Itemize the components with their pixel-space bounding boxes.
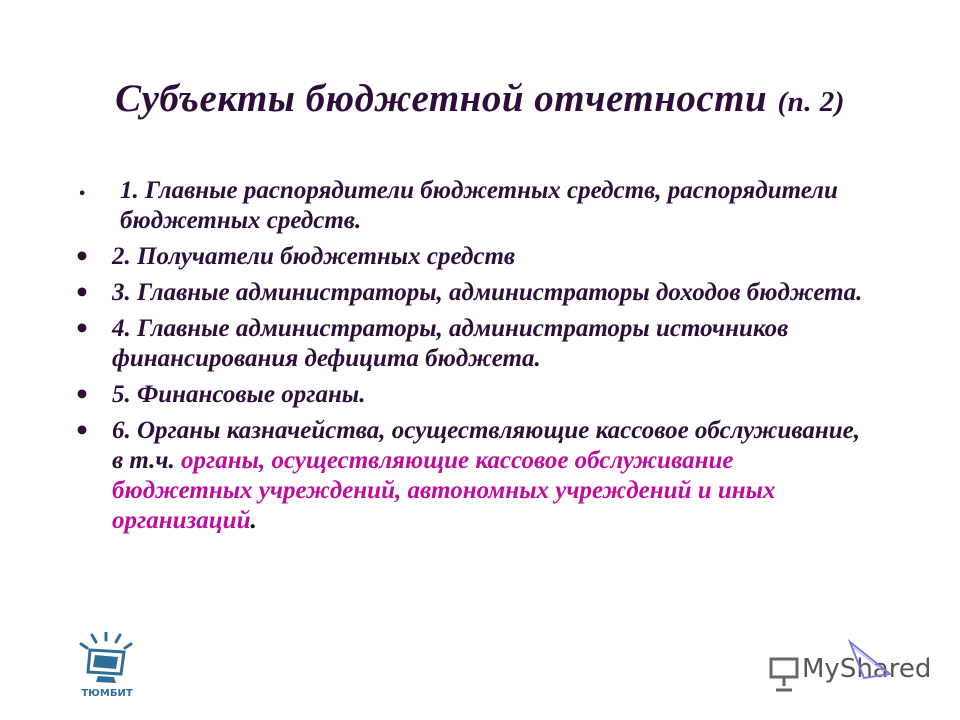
bullet-icon: • [74,380,90,409]
myshared-logo-text: MyShared [802,654,932,684]
tyumbit-logo [72,632,142,698]
list-item-text: 4. Главные администраторы, администраторы источников финансирования дефицита бюджета. [112,315,789,372]
list-item [70,314,870,374]
bullet-icon: • [74,242,90,271]
triangle-icon [844,638,894,694]
list-item-text: 5. Финансовые органы. [112,381,366,408]
bullet-icon: • [74,416,90,445]
bullet-icon: • [74,314,90,343]
list-item [70,416,870,536]
list-item-text: 2. Получатели бюджетных средств [112,243,516,270]
list-item-text: 6. Органы казначейства, осуществляющие кассовое обслуживание, в т.ч. [112,417,860,474]
slide-title-main: Субъекты бюджетной отчетности [115,77,768,120]
slide-title [0,76,960,121]
list-item [70,242,870,272]
list-item-end: . [250,507,257,534]
monitor-icon [72,632,142,688]
bullet-icon: • [78,187,87,202]
tyumbit-logo-text: ТЮМБИТ [81,688,133,699]
subjects-list [70,176,870,542]
list-item-text: 3. Главные администраторы, администраторы доходов бюджета. [112,279,863,306]
presentation-icon [768,656,802,700]
list-item [70,278,870,308]
list-item [70,176,870,236]
list-item-text: 1. Главные распорядители бюджетных средств, распорядители бюджетных средств. [120,177,838,234]
slide-title-suffix: (п. 2) [777,86,845,118]
myshared-logo [768,638,932,698]
list-item-highlight: органы, осуществляющие кассовое обслуживание бюджетных учреждений, автономных учреждений и иных организаций [112,447,776,534]
list-item [70,380,870,410]
bullet-icon: • [74,278,90,307]
